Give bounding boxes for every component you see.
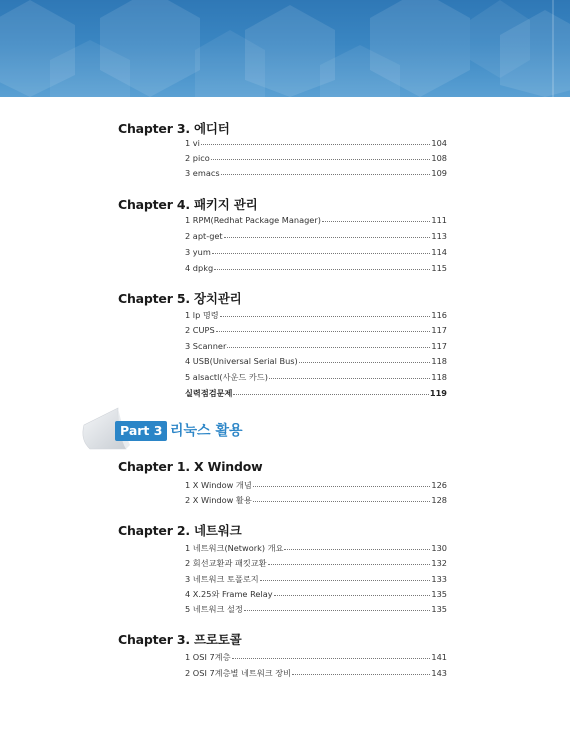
toc-entry[interactable] [185,309,447,321]
toc-entry-page: 126 [431,480,447,490]
toc-entry-title: 2 pico [185,153,210,163]
toc-entry[interactable] [185,137,447,149]
toc-entry[interactable] [185,542,447,554]
toc-entry-page: 117 [431,325,447,335]
chapter-heading: Chapter 4. 패키지 관리 [118,197,258,212]
toc-entry-page: 109 [431,168,447,178]
toc-entry-page: 115 [431,263,447,273]
hexagon-pattern [0,0,570,97]
toc-entry[interactable] [185,371,447,383]
toc-entry-title: 3 네트워크 토폴로지 [185,573,259,584]
dot-leader [233,394,428,395]
toc-entry-title: 1 vi [185,138,200,148]
toc-entry-page: 130 [431,543,447,553]
dot-leader [221,174,431,175]
part-header [78,405,498,455]
toc-entry-title: 4 X.25와 Frame Relay [185,588,273,599]
dot-leader [201,144,430,145]
toc-entry-page: 113 [431,231,447,241]
toc-entry[interactable] [185,557,447,569]
chapter-heading: Chapter 3. 프로토콜 [118,632,242,647]
header-banner [0,0,570,97]
toc-entry[interactable] [185,355,447,367]
part-title: 리눅스 활용 [170,423,243,439]
toc-entry[interactable] [185,230,447,242]
toc-entry-title: 실력점검문제 [185,387,233,398]
dot-leader [220,316,431,317]
toc-entry-title: 5 alsactl(사운드 카드) [185,371,268,382]
toc-entry-page: 111 [431,215,447,225]
toc-entry-title: 2 회선교환과 패킷교환 [185,557,267,568]
toc-entry-title: 4 USB(Universal Serial Bus) [185,356,298,366]
dot-leader [244,610,430,611]
toc-entry-page: 135 [431,604,447,614]
dot-leader [253,501,431,502]
toc-entry-title: 3 emacs [185,168,220,178]
chapter-heading: Chapter 1. X Window [118,459,263,474]
toc-entry[interactable] [185,246,447,258]
toc-entry[interactable] [185,167,447,179]
dot-leader [212,253,431,254]
toc-entry-page: 128 [431,495,447,505]
toc-entry-page: 118 [431,356,447,366]
dot-leader [260,580,431,581]
toc-entry-page: 133 [431,574,447,584]
toc-entry-title: 1 lp 명령 [185,309,219,320]
toc-entry[interactable] [185,494,447,506]
toc-entry[interactable] [185,152,447,164]
toc-entry-page: 108 [431,153,447,163]
toc-entry[interactable] [185,214,447,226]
dot-leader [299,362,431,363]
toc-entry-page: 116 [431,310,447,320]
toc-entry-page: 114 [431,247,447,257]
chapter-heading: Chapter 3. 에디터 [118,121,230,136]
dot-leader [211,159,431,160]
toc-entry-page: 117 [431,341,447,351]
toc-entry[interactable] [185,324,447,336]
dot-leader [269,378,430,379]
toc-entry-page: 118 [431,372,447,382]
toc-entry[interactable] [185,603,447,615]
toc-entry-title: 1 OSI 7계층 [185,651,231,662]
toc-entry-title: 2 CUPS [185,325,215,335]
toc-entry-page: 143 [431,668,447,678]
toc-entry-page: 104 [431,138,447,148]
toc-entry-title: 1 네트워크(Network) 개요 [185,542,284,553]
toc-entry[interactable] [185,573,447,585]
toc-entry-page: 141 [431,652,447,662]
dot-leader [268,564,431,565]
toc-entry-title: 3 Scanner [185,341,227,351]
toc-entry-title: 3 yum [185,247,211,257]
toc-entry-title: 1 X Window 개념 [185,479,252,490]
dot-leader [232,658,431,659]
toc-entry[interactable] [185,667,447,679]
toc-entry-title: 4 dpkg [185,263,214,273]
dot-leader [227,347,430,348]
toc-entry-title: 1 RPM(Redhat Package Manager) [185,215,321,225]
dot-leader [214,269,430,270]
toc-entry[interactable] [185,387,447,399]
part-badge: Part 3 [115,421,167,441]
toc-entry-title: 5 네트워크 설정 [185,603,243,614]
toc-entry-title: 2 OSI 7계층별 네트워크 장비 [185,667,292,678]
toc-entry-title: 2 X Window 활용 [185,494,252,505]
toc-entry-page: 135 [431,589,447,599]
toc-entry[interactable] [185,479,447,491]
toc-entry[interactable] [185,262,447,274]
toc-entry[interactable] [185,588,447,600]
dot-leader [274,595,431,596]
chapter-heading: Chapter 2. 네트워크 [118,523,242,538]
toc-entry-page: 132 [431,558,447,568]
dot-leader [216,331,431,332]
chapter-heading: Chapter 5. 장치관리 [118,291,242,306]
toc-entry[interactable] [185,651,447,663]
dot-leader [284,549,430,550]
dot-leader [322,221,430,222]
dot-leader [253,486,431,487]
toc-entry-page: 119 [429,388,447,398]
toc-entry-title: 2 apt-get [185,231,223,241]
dot-leader [224,237,431,238]
dot-leader [292,674,430,675]
toc-entry[interactable] [185,340,447,352]
